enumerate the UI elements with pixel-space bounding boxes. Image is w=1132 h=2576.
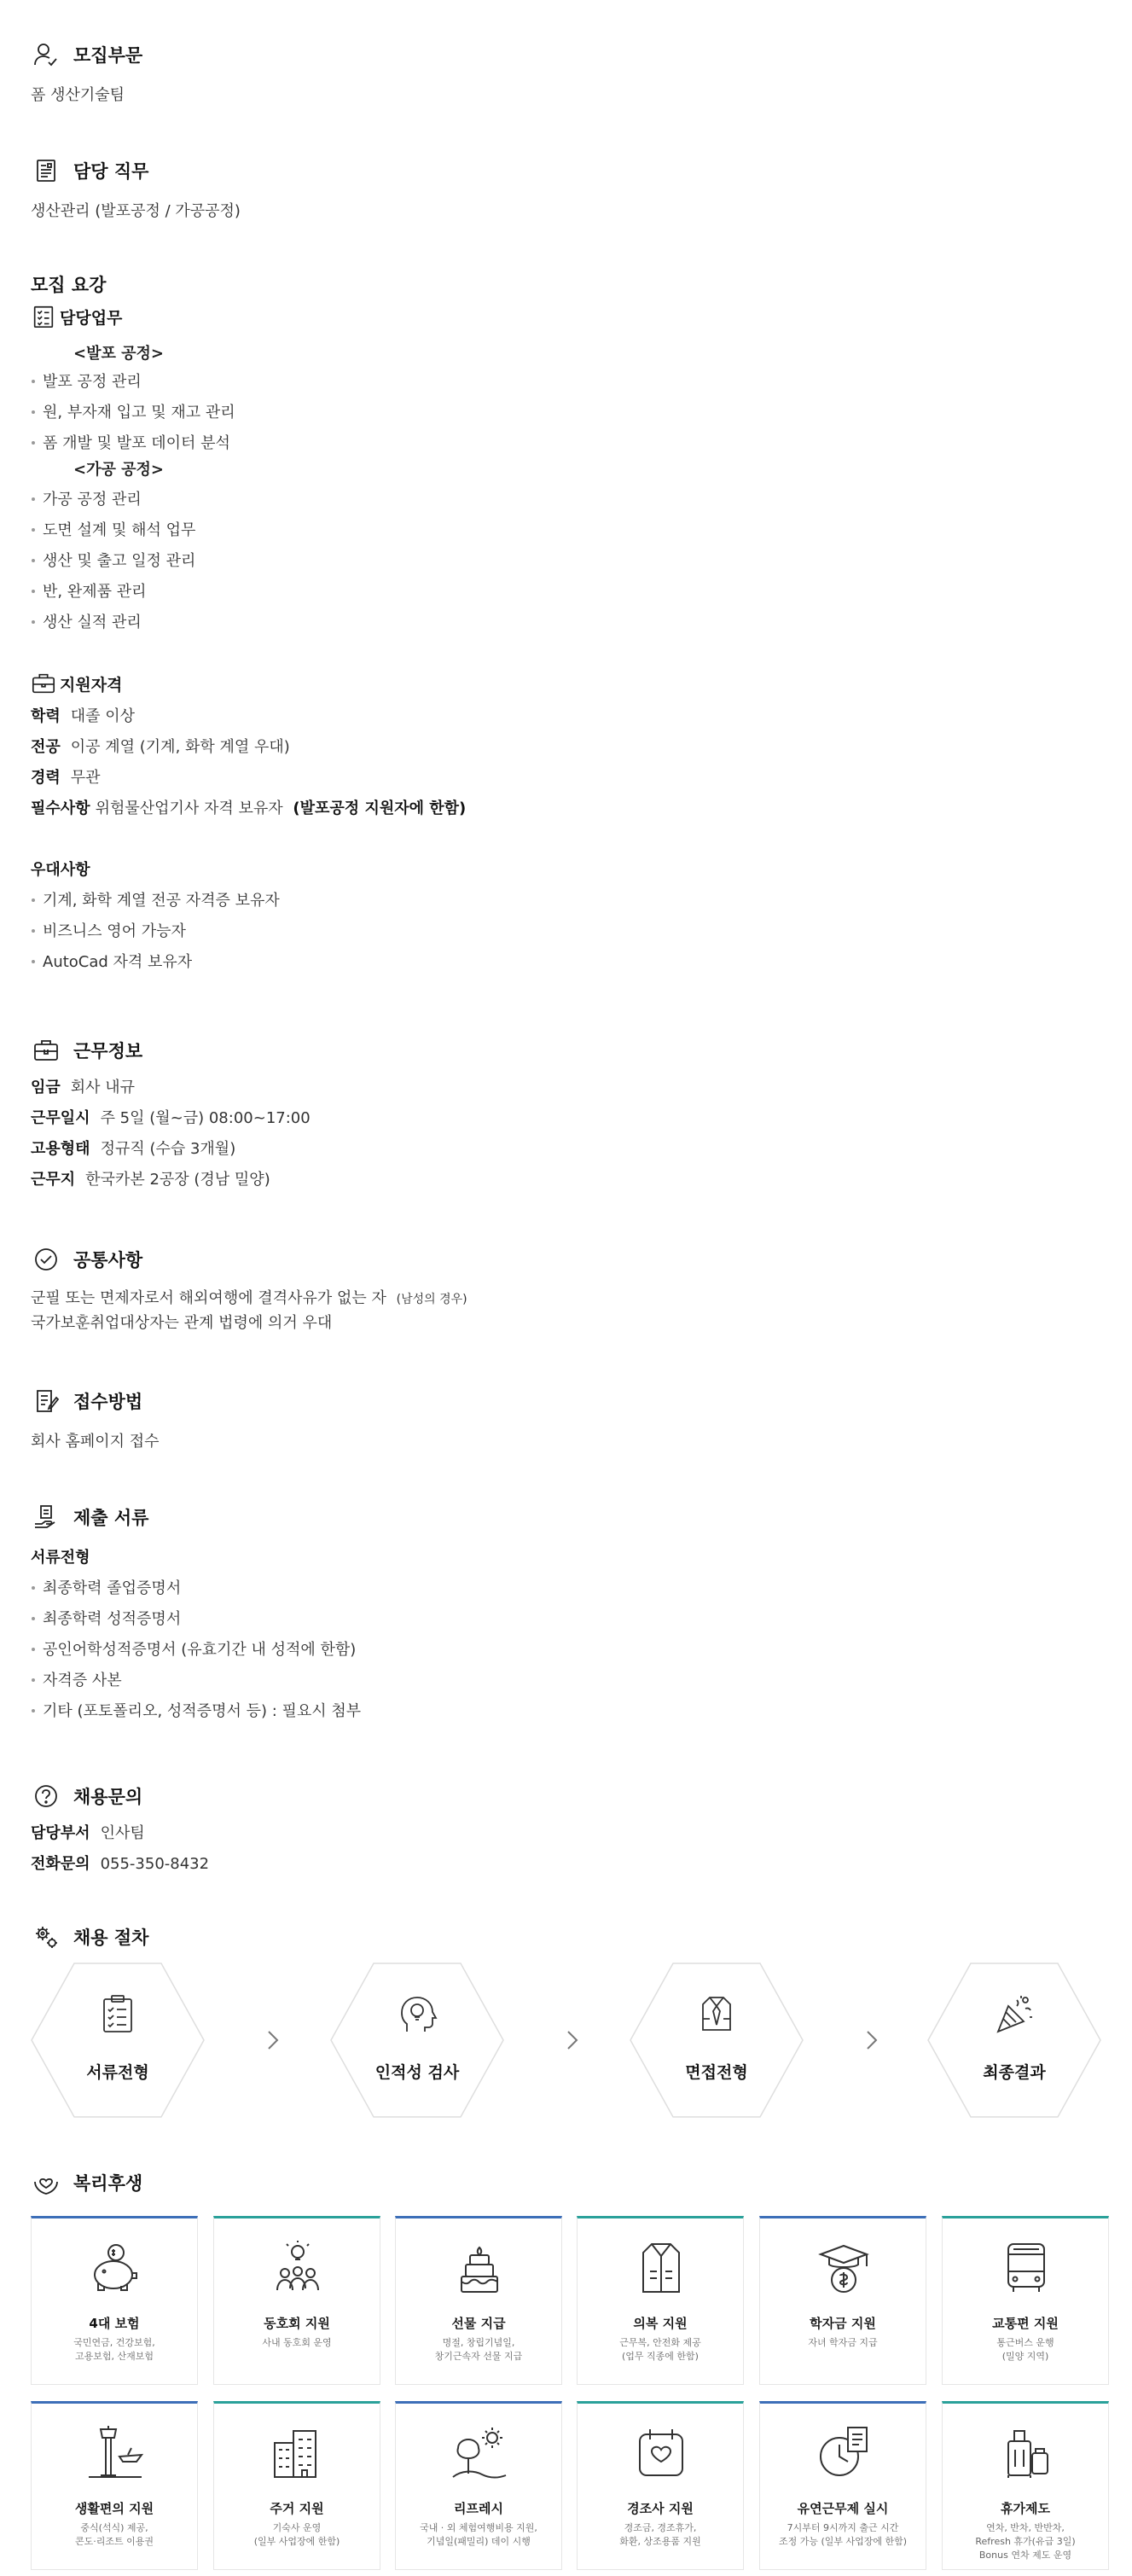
qualification-row	[31, 763, 798, 794]
chevron-right-icon	[262, 2027, 282, 2053]
task-item: 반, 완제품 관리	[31, 577, 798, 608]
work-info-row	[31, 1134, 311, 1165]
documents-section	[31, 1502, 361, 1727]
qualification-list	[31, 701, 798, 794]
welfare-card	[31, 2401, 198, 2570]
welfare-card-title: 의복 지원	[633, 2316, 688, 2331]
must-note: (발포공정 지원자에 한함)	[293, 800, 467, 817]
step-final-result	[927, 1963, 1101, 2118]
clock-document-icon	[814, 2424, 874, 2484]
welfare-card-desc: 경조금, 경조휴가, 화환, 상조용품 지원	[619, 2522, 701, 2547]
process-group-label: <가공 공정>	[73, 461, 164, 479]
welfare-card-title: 경조사 지원	[627, 2501, 694, 2516]
user-check-icon	[31, 39, 61, 70]
welfare-card-title: 휴가제도	[1001, 2501, 1050, 2516]
welfare-card-desc: 기숙사 운영 (일부 사업장에 한함)	[253, 2522, 340, 2547]
welfare-card	[577, 2401, 744, 2570]
document-item: 자격증 사본	[31, 1666, 361, 1696]
welfare-card-desc: 국내 · 외 체험여행비용 지원, 기념일(패밀리) 데이 시행	[420, 2522, 537, 2547]
chevron-right-icon	[561, 2027, 582, 2053]
procedure-title: 채용 절차	[73, 1928, 149, 1948]
welfare-title: 복리후생	[73, 2173, 143, 2194]
gears-icon	[31, 1922, 61, 1952]
briefcase-icon	[31, 671, 56, 696]
common-line1	[31, 1287, 467, 1311]
apply-value: 회사 홈페이지 접수	[31, 1433, 160, 1451]
welfare-card	[213, 2401, 380, 2570]
welfare-card	[31, 2216, 198, 2385]
welfare-card-title: 선물 지급	[451, 2316, 506, 2331]
work-info-row-label: 임금	[31, 1079, 61, 1096]
qualification-row	[31, 701, 798, 732]
document-list-icon	[31, 155, 61, 186]
recruit-title: 모집부문	[73, 45, 143, 66]
document-item: 공인어학성적증명서 (유효기간 내 성적에 한함)	[31, 1635, 361, 1666]
work-info-row-value: 한국카본 2공장 (경남 밀양)	[85, 1171, 270, 1189]
requirements-section	[31, 271, 798, 978]
task-item: 가공 공정 관리	[31, 485, 798, 515]
work-info-row-label: 고용형태	[31, 1140, 90, 1158]
common-line1-note: (남성의 경우)	[396, 1293, 467, 1306]
preference-list	[31, 886, 798, 978]
bus-icon	[996, 2239, 1056, 2299]
step-label: 서류전형	[86, 2063, 149, 2082]
procedure-steps	[31, 1963, 1101, 2118]
procedure-section	[31, 1922, 148, 1952]
contact-list	[31, 1818, 209, 1880]
document-item: 최종학력 성적증명서	[31, 1604, 361, 1635]
qualification-row-value: 대졸 이상	[70, 707, 136, 725]
task-item: 발포 공정 관리	[31, 367, 798, 398]
preference-title: 우대사항	[31, 861, 90, 879]
contact-section	[31, 1781, 209, 1880]
documents-sub-title: 서류전형	[31, 1549, 90, 1567]
step-interview	[630, 1963, 804, 2118]
calendar-heart-icon	[631, 2424, 691, 2484]
apply-title: 접수방법	[73, 1392, 143, 1412]
heart-hands-icon	[31, 2167, 61, 2198]
welfare-card	[759, 2216, 926, 2385]
party-popper-icon	[993, 1993, 1036, 2036]
contact-row-label: 전화문의	[31, 1855, 90, 1873]
must-label: 필수사항	[31, 800, 90, 817]
welfare-card-title: 동호회 지원	[264, 2316, 330, 2331]
welfare-card-title: 학자금 지원	[810, 2316, 876, 2331]
common-line2: 국가보훈취업대상자는 관계 법령에 의거 우대	[31, 1314, 333, 1332]
graduation-coin-icon	[814, 2239, 874, 2299]
suit-tie-icon	[695, 1993, 738, 2036]
apartment-icon	[268, 2424, 328, 2484]
duty-section	[31, 155, 241, 224]
clipboard-checklist-icon	[96, 1993, 139, 2036]
duty-value: 생산관리 (발포공정 / 가공공정)	[31, 202, 241, 220]
contact-row-label: 담당부서	[31, 1824, 90, 1842]
document-list	[31, 1573, 361, 1727]
welfare-card-desc: 국민연금, 건강보험, 고용보험, 산재보험	[73, 2337, 155, 2362]
contact-row-value: 인사팀	[100, 1824, 145, 1842]
requirements-title: 모집 요강	[31, 275, 107, 295]
welfare-card-title: 교통편 지원	[992, 2316, 1059, 2331]
step-label: 인적성 검사	[374, 2063, 460, 2082]
preference-item: 비즈니스 영어 가능자	[31, 916, 798, 947]
qualification-row	[31, 732, 798, 763]
qualification-heading	[31, 671, 798, 696]
step-document-screening	[31, 1963, 205, 2118]
welfare-card	[577, 2216, 744, 2385]
document-pen-icon	[31, 1386, 61, 1416]
common-section	[31, 1244, 467, 1335]
common-title: 공통사항	[73, 1250, 143, 1271]
qualification-row-label: 경력	[31, 769, 61, 787]
qualification-row-label: 학력	[31, 707, 61, 725]
piggy-bank-icon	[85, 2239, 145, 2299]
step-label: 최종결과	[983, 2063, 1046, 2082]
qualification-row-value: 이공 계열 (기계, 화학 계열 우대)	[70, 738, 290, 756]
work-info-row-value: 주 5일 (월~금) 08:00~17:00	[100, 1109, 311, 1127]
task-item: 생산 및 출고 일정 관리	[31, 546, 798, 577]
chevron-right-icon	[861, 2027, 881, 2053]
work-info-section	[31, 1035, 311, 1195]
check-circle-icon	[31, 1244, 61, 1275]
qualification-row-label: 전공	[31, 738, 61, 756]
contact-title: 채용문의	[73, 1787, 143, 1807]
foam-task-list	[31, 367, 798, 459]
qualification-title: 지원자격	[60, 675, 123, 695]
work-info-row	[31, 1165, 311, 1195]
work-info-row-label: 근무지	[31, 1171, 76, 1189]
step-aptitude-test	[330, 1963, 504, 2118]
airport-tower-icon	[85, 2424, 145, 2484]
contact-row	[31, 1818, 209, 1849]
welfare-card-desc: 명절, 창립기념일, 창기근속자 선물 지급	[434, 2337, 523, 2362]
qualification-row-value: 무관	[70, 769, 101, 787]
task-item: 도면 설계 및 해석 업무	[31, 515, 798, 546]
preference-item: AutoCad 자격 보유자	[31, 947, 798, 978]
head-lightbulb-icon	[396, 1993, 438, 2036]
group-idea-icon	[268, 2239, 328, 2299]
welfare-card-desc: 근무복, 안전화 제공 (업무 직종에 한함)	[619, 2337, 701, 2362]
welfare-card-title: 4대 보험	[89, 2316, 140, 2331]
welfare-card	[395, 2216, 562, 2385]
document-item: 기타 (포토폴리오, 성적증명서 등) : 필요시 첨부	[31, 1696, 361, 1727]
cake-icon	[450, 2239, 509, 2299]
welfare-card-desc: 사내 동호회 운영	[262, 2337, 332, 2348]
process-task-list	[31, 485, 798, 638]
welfare-card-desc: 연차, 반차, 반반차, Refresh 휴가(유급 3일) Bonus 연차 제도 운영	[975, 2522, 1076, 2561]
question-circle-icon	[31, 1781, 61, 1811]
contact-row	[31, 1849, 209, 1880]
welfare-card	[942, 2216, 1109, 2385]
welfare-card	[395, 2401, 562, 2570]
contact-row-value: 055-350-8432	[100, 1855, 210, 1873]
must-value: 위험물산업기사 자격 보유자	[95, 800, 283, 817]
foam-group-label: <발포 공정>	[73, 345, 164, 363]
hand-document-icon	[31, 1502, 61, 1532]
work-info-title: 근무정보	[73, 1041, 143, 1061]
documents-title: 제출 서류	[73, 1508, 149, 1528]
task-item: 원, 부자재 입고 및 재고 관리	[31, 398, 798, 428]
work-info-row	[31, 1073, 311, 1103]
common-line1-text: 군필 또는 면제자로서 해외여행에 결격사유가 없는 자	[31, 1289, 386, 1307]
duty-title: 담당 직무	[73, 161, 149, 182]
welfare-card	[213, 2216, 380, 2385]
document-item: 최종학력 졸업증명서	[31, 1573, 361, 1604]
welfare-section	[31, 2167, 142, 2198]
work-info-row-label: 근무일시	[31, 1109, 90, 1127]
welfare-card-title: 유연근무제 실시	[797, 2501, 889, 2516]
work-info-row-value: 회사 내규	[70, 1079, 136, 1096]
apply-section	[31, 1386, 160, 1454]
luggage-icon	[996, 2424, 1056, 2484]
step-label: 면접전형	[685, 2063, 748, 2082]
welfare-card	[942, 2401, 1109, 2570]
vest-icon	[631, 2239, 691, 2299]
welfare-card	[759, 2401, 926, 2570]
welfare-card-title: 주거 지원	[270, 2501, 324, 2516]
welfare-card-desc: 통근버스 운행 (밀양 지역)	[996, 2337, 1054, 2362]
briefcase-icon	[31, 1035, 61, 1066]
welfare-card-desc: 중식(석식) 제공, 콘도·리조트 이용권	[74, 2522, 154, 2547]
recruit-section	[31, 39, 142, 108]
welfare-card-desc: 자녀 학자금 지급	[808, 2337, 878, 2348]
work-info-row-value: 정규직 (수습 3개월)	[100, 1140, 236, 1158]
welfare-card-desc: 7시부터 9시까지 출근 시간 조정 가능 (일부 사업장에 한함)	[778, 2522, 908, 2547]
must-row	[31, 794, 798, 824]
tasks-title: 담당업무	[60, 308, 123, 328]
welfare-card-title: 리프레시	[454, 2501, 503, 2516]
work-info-row	[31, 1103, 311, 1134]
recruit-value: 폼 생산기술팀	[31, 86, 125, 104]
checklist-icon	[31, 304, 56, 329]
tree-sun-icon	[450, 2424, 509, 2484]
welfare-card-title: 생활편의 지원	[74, 2501, 154, 2516]
tasks-heading	[31, 304, 798, 329]
task-item: 생산 실적 관리	[31, 608, 798, 638]
work-info-list	[31, 1073, 311, 1195]
task-item: 폼 개발 및 발포 데이터 분석	[31, 428, 798, 459]
preference-item: 기계, 화학 계열 전공 자격증 보유자	[31, 886, 798, 916]
